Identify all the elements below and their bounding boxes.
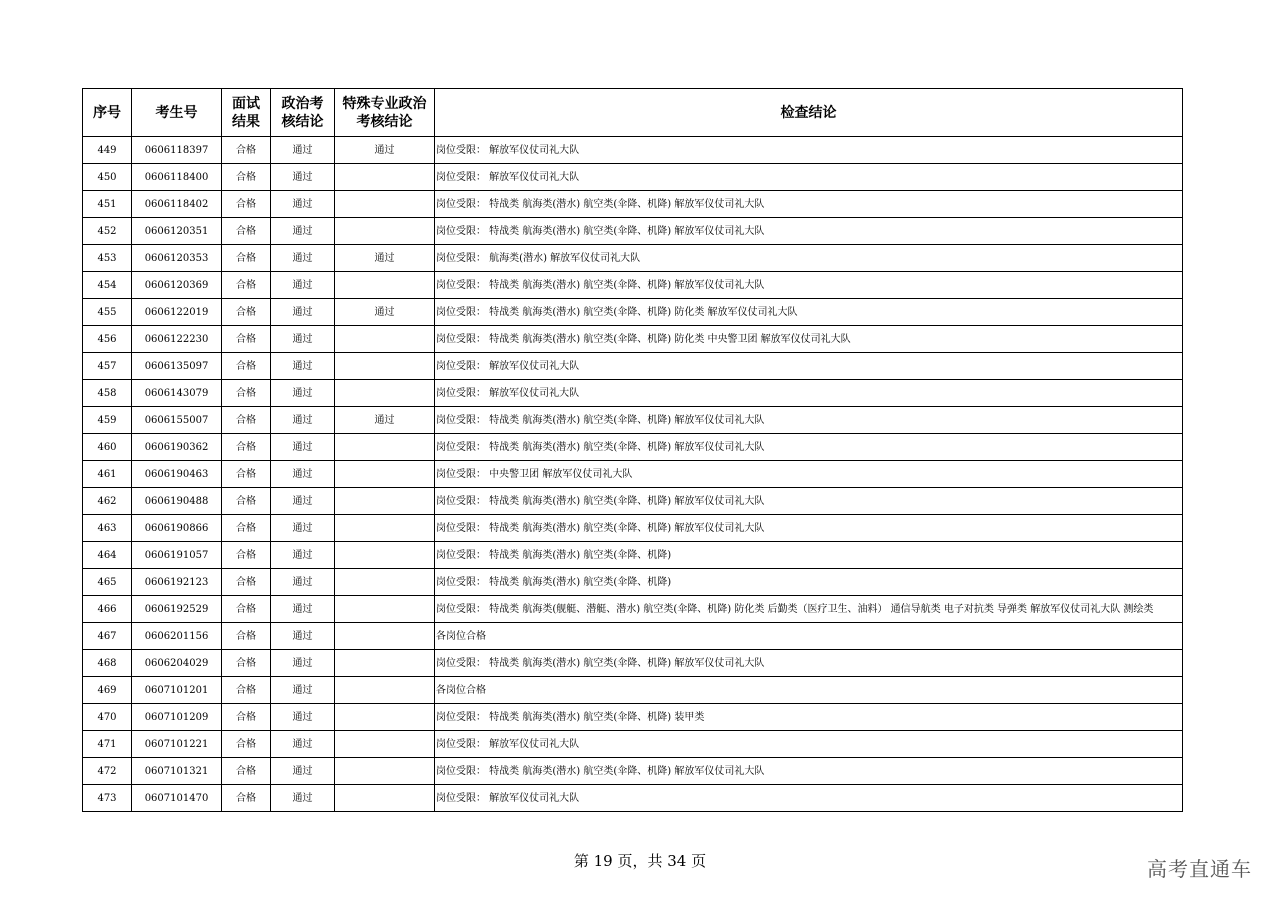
- cell-interview-result: 合格: [222, 542, 271, 569]
- cell-interview-result: 合格: [222, 515, 271, 542]
- cell-special-political-review: [335, 515, 435, 542]
- cell-exam-id: 0607101201: [132, 677, 222, 704]
- table-row: [83, 569, 1183, 596]
- results-table: [82, 88, 1183, 812]
- cell-political-review: 通过: [271, 488, 335, 515]
- cell-check-conclusion: 岗位受限： 特战类 航海类(潜水) 航空类(伞降、机降) 防化类 中央警卫团 解放军仪仗司礼大队: [435, 326, 1183, 353]
- cell-seq: 457: [83, 353, 132, 380]
- table-row: [83, 731, 1183, 758]
- cell-interview-result: 合格: [222, 650, 271, 677]
- cell-special-political-review: [335, 326, 435, 353]
- cell-political-review: 通过: [271, 191, 335, 218]
- cell-exam-id: 0606118402: [132, 191, 222, 218]
- cell-political-review: 通过: [271, 650, 335, 677]
- table-row: [83, 758, 1183, 785]
- cell-check-conclusion: 岗位受限： 特战类 航海类(潜水) 航空类(伞降、机降) 解放军仪仗司礼大队: [435, 650, 1183, 677]
- cell-seq: 455: [83, 299, 132, 326]
- cell-seq: 454: [83, 272, 132, 299]
- cell-seq: 463: [83, 515, 132, 542]
- cell-political-review: 通过: [271, 677, 335, 704]
- page-number: 第 19 页，共 34 页: [573, 852, 707, 870]
- table-row: [83, 353, 1183, 380]
- cell-interview-result: 合格: [222, 218, 271, 245]
- table-row: [83, 272, 1183, 299]
- cell-interview-result: 合格: [222, 353, 271, 380]
- table-row: [83, 704, 1183, 731]
- cell-seq: 472: [83, 758, 132, 785]
- cell-seq: 471: [83, 731, 132, 758]
- cell-political-review: 通过: [271, 434, 335, 461]
- cell-check-conclusion: 岗位受限： 中央警卫团 解放军仪仗司礼大队: [435, 461, 1183, 488]
- cell-interview-result: 合格: [222, 461, 271, 488]
- cell-political-review: 通过: [271, 758, 335, 785]
- cell-political-review: 通过: [271, 353, 335, 380]
- cell-interview-result: 合格: [222, 704, 271, 731]
- table-row: [83, 407, 1183, 434]
- cell-interview-result: 合格: [222, 299, 271, 326]
- cell-political-review: 通过: [271, 137, 335, 164]
- cell-check-conclusion: 岗位受限： 特战类 航海类(潜水) 航空类(伞降、机降) 解放军仪仗司礼大队: [435, 407, 1183, 434]
- cell-exam-id: 0606190488: [132, 488, 222, 515]
- cell-interview-result: 合格: [222, 569, 271, 596]
- cell-special-political-review: [335, 488, 435, 515]
- cell-special-political-review: [335, 272, 435, 299]
- cell-exam-id: 0607101209: [132, 704, 222, 731]
- table-row: [83, 137, 1183, 164]
- header-political-review: 政治考 核结论: [271, 89, 335, 137]
- table-row: [83, 326, 1183, 353]
- cell-political-review: 通过: [271, 326, 335, 353]
- cell-exam-id: 0607101321: [132, 758, 222, 785]
- cell-exam-id: 0606118397: [132, 137, 222, 164]
- cell-special-political-review: 通过: [335, 407, 435, 434]
- cell-seq: 456: [83, 326, 132, 353]
- cell-seq: 460: [83, 434, 132, 461]
- cell-exam-id: 0606191057: [132, 542, 222, 569]
- cell-check-conclusion: 岗位受限： 特战类 航海类(潜水) 航空类(伞降、机降) 解放军仪仗司礼大队: [435, 191, 1183, 218]
- cell-check-conclusion: 岗位受限： 特战类 航海类(潜水) 航空类(伞降、机降) 解放军仪仗司礼大队: [435, 758, 1183, 785]
- cell-special-political-review: [335, 218, 435, 245]
- cell-check-conclusion: 岗位受限： 解放军仪仗司礼大队: [435, 137, 1183, 164]
- cell-exam-id: 0606155007: [132, 407, 222, 434]
- cell-seq: 452: [83, 218, 132, 245]
- cell-special-political-review: [335, 731, 435, 758]
- cell-seq: 449: [83, 137, 132, 164]
- cell-special-political-review: [335, 434, 435, 461]
- cell-check-conclusion: 岗位受限： 航海类(潜水) 解放军仪仗司礼大队: [435, 245, 1183, 272]
- cell-exam-id: 0606118400: [132, 164, 222, 191]
- cell-check-conclusion: 岗位受限： 特战类 航海类(潜水) 航空类(伞降、机降) 解放军仪仗司礼大队: [435, 218, 1183, 245]
- cell-check-conclusion: 岗位受限： 解放军仪仗司礼大队: [435, 731, 1183, 758]
- cell-exam-id: 0606192123: [132, 569, 222, 596]
- cell-political-review: 通过: [271, 731, 335, 758]
- cell-exam-id: 0606201156: [132, 623, 222, 650]
- cell-political-review: 通过: [271, 704, 335, 731]
- cell-exam-id: 0606135097: [132, 353, 222, 380]
- table-row: [83, 623, 1183, 650]
- cell-seq: 458: [83, 380, 132, 407]
- cell-special-political-review: [335, 650, 435, 677]
- watermark-logo: 高考直通车: [1147, 857, 1252, 881]
- table-row: [83, 677, 1183, 704]
- cell-check-conclusion: 岗位受限： 解放军仪仗司礼大队: [435, 353, 1183, 380]
- cell-special-political-review: [335, 542, 435, 569]
- table-row: [83, 164, 1183, 191]
- cell-interview-result: 合格: [222, 137, 271, 164]
- cell-interview-result: 合格: [222, 245, 271, 272]
- table-row: [83, 488, 1183, 515]
- cell-check-conclusion: 岗位受限： 解放军仪仗司礼大队: [435, 380, 1183, 407]
- cell-special-political-review: [335, 677, 435, 704]
- cell-exam-id: 0606192529: [132, 596, 222, 623]
- cell-special-political-review: [335, 569, 435, 596]
- table-row: [83, 785, 1183, 812]
- cell-special-political-review: [335, 758, 435, 785]
- cell-exam-id: 0606122230: [132, 326, 222, 353]
- table-row: [83, 596, 1183, 623]
- cell-exam-id: 0606190866: [132, 515, 222, 542]
- cell-political-review: 通过: [271, 785, 335, 812]
- header-row: [83, 89, 1183, 137]
- cell-interview-result: 合格: [222, 434, 271, 461]
- cell-seq: 467: [83, 623, 132, 650]
- cell-exam-id: 0607101470: [132, 785, 222, 812]
- cell-special-political-review: [335, 623, 435, 650]
- cell-interview-result: 合格: [222, 407, 271, 434]
- table-row: [83, 191, 1183, 218]
- cell-political-review: 通过: [271, 461, 335, 488]
- cell-check-conclusion: 各岗位合格: [435, 677, 1183, 704]
- cell-special-political-review: [335, 380, 435, 407]
- cell-interview-result: 合格: [222, 596, 271, 623]
- cell-check-conclusion: 各岗位合格: [435, 623, 1183, 650]
- cell-special-political-review: [335, 785, 435, 812]
- cell-exam-id: 0606143079: [132, 380, 222, 407]
- cell-political-review: 通过: [271, 407, 335, 434]
- cell-seq: 450: [83, 164, 132, 191]
- cell-exam-id: 0606190463: [132, 461, 222, 488]
- cell-exam-id: 0606120351: [132, 218, 222, 245]
- table-row: [83, 434, 1183, 461]
- table-row: [83, 650, 1183, 677]
- cell-check-conclusion: 岗位受限： 特战类 航海类(潜水) 航空类(伞降、机降): [435, 542, 1183, 569]
- header-check-conclusion: 检查结论: [435, 89, 1183, 137]
- header-seq: 序号: [83, 89, 132, 137]
- cell-special-political-review: 通过: [335, 137, 435, 164]
- cell-check-conclusion: 岗位受限： 特战类 航海类(潜水) 航空类(伞降、机降) 防化类 解放军仪仗司礼大队: [435, 299, 1183, 326]
- cell-seq: 473: [83, 785, 132, 812]
- cell-check-conclusion: 岗位受限： 解放军仪仗司礼大队: [435, 785, 1183, 812]
- cell-special-political-review: 通过: [335, 299, 435, 326]
- cell-interview-result: 合格: [222, 326, 271, 353]
- cell-seq: 451: [83, 191, 132, 218]
- cell-check-conclusion: 岗位受限： 特战类 航海类(潜水) 航空类(伞降、机降) 解放军仪仗司礼大队: [435, 488, 1183, 515]
- cell-check-conclusion: 岗位受限： 特战类 航海类(潜水) 航空类(伞降、机降) 解放军仪仗司礼大队: [435, 434, 1183, 461]
- cell-seq: 469: [83, 677, 132, 704]
- cell-exam-id: 0606120369: [132, 272, 222, 299]
- cell-special-political-review: 通过: [335, 245, 435, 272]
- cell-exam-id: 0606122019: [132, 299, 222, 326]
- cell-interview-result: 合格: [222, 623, 271, 650]
- cell-seq: 462: [83, 488, 132, 515]
- cell-special-political-review: [335, 164, 435, 191]
- table-row: [83, 380, 1183, 407]
- cell-political-review: 通过: [271, 299, 335, 326]
- cell-political-review: 通过: [271, 164, 335, 191]
- table-row: [83, 218, 1183, 245]
- cell-seq: 453: [83, 245, 132, 272]
- cell-special-political-review: [335, 704, 435, 731]
- cell-interview-result: 合格: [222, 785, 271, 812]
- cell-check-conclusion: 岗位受限： 特战类 航海类(舰艇、潜艇、潜水) 航空类(伞降、机降) 防化类 后勤类（医疗卫生、油料） 通信导航类 电子对抗类 导弹类 解放军仪仗司礼大队 测绘类: [435, 596, 1183, 623]
- cell-political-review: 通过: [271, 380, 335, 407]
- cell-special-political-review: [335, 191, 435, 218]
- cell-interview-result: 合格: [222, 731, 271, 758]
- cell-seq: 466: [83, 596, 132, 623]
- cell-political-review: 通过: [271, 515, 335, 542]
- cell-seq: 461: [83, 461, 132, 488]
- table-row: [83, 461, 1183, 488]
- cell-interview-result: 合格: [222, 272, 271, 299]
- cell-interview-result: 合格: [222, 380, 271, 407]
- cell-interview-result: 合格: [222, 488, 271, 515]
- cell-interview-result: 合格: [222, 758, 271, 785]
- cell-exam-id: 0607101221: [132, 731, 222, 758]
- cell-political-review: 通过: [271, 542, 335, 569]
- cell-special-political-review: [335, 353, 435, 380]
- table-row: [83, 299, 1183, 326]
- cell-seq: 468: [83, 650, 132, 677]
- header-interview-result: 面试 结果: [222, 89, 271, 137]
- table-row: [83, 245, 1183, 272]
- cell-political-review: 通过: [271, 569, 335, 596]
- cell-check-conclusion: 岗位受限： 特战类 航海类(潜水) 航空类(伞降、机降) 装甲类: [435, 704, 1183, 731]
- cell-interview-result: 合格: [222, 164, 271, 191]
- cell-special-political-review: [335, 596, 435, 623]
- cell-interview-result: 合格: [222, 677, 271, 704]
- cell-exam-id: 0606204029: [132, 650, 222, 677]
- cell-political-review: 通过: [271, 596, 335, 623]
- cell-check-conclusion: 岗位受限： 特战类 航海类(潜水) 航空类(伞降、机降) 解放军仪仗司礼大队: [435, 515, 1183, 542]
- cell-check-conclusion: 岗位受限： 特战类 航海类(潜水) 航空类(伞降、机降): [435, 569, 1183, 596]
- header-exam-id: 考生号: [132, 89, 222, 137]
- cell-political-review: 通过: [271, 272, 335, 299]
- cell-exam-id: 0606190362: [132, 434, 222, 461]
- cell-interview-result: 合格: [222, 191, 271, 218]
- table-row: [83, 542, 1183, 569]
- cell-seq: 459: [83, 407, 132, 434]
- table-body: [83, 137, 1183, 812]
- cell-exam-id: 0606120353: [132, 245, 222, 272]
- cell-special-political-review: [335, 461, 435, 488]
- table-row: [83, 515, 1183, 542]
- cell-seq: 464: [83, 542, 132, 569]
- cell-seq: 465: [83, 569, 132, 596]
- header-special-political-review: 特殊专业政治 考核结论: [335, 89, 435, 137]
- cell-political-review: 通过: [271, 218, 335, 245]
- cell-political-review: 通过: [271, 623, 335, 650]
- cell-seq: 470: [83, 704, 132, 731]
- cell-check-conclusion: 岗位受限： 解放军仪仗司礼大队: [435, 164, 1183, 191]
- cell-political-review: 通过: [271, 245, 335, 272]
- cell-check-conclusion: 岗位受限： 特战类 航海类(潜水) 航空类(伞降、机降) 解放军仪仗司礼大队: [435, 272, 1183, 299]
